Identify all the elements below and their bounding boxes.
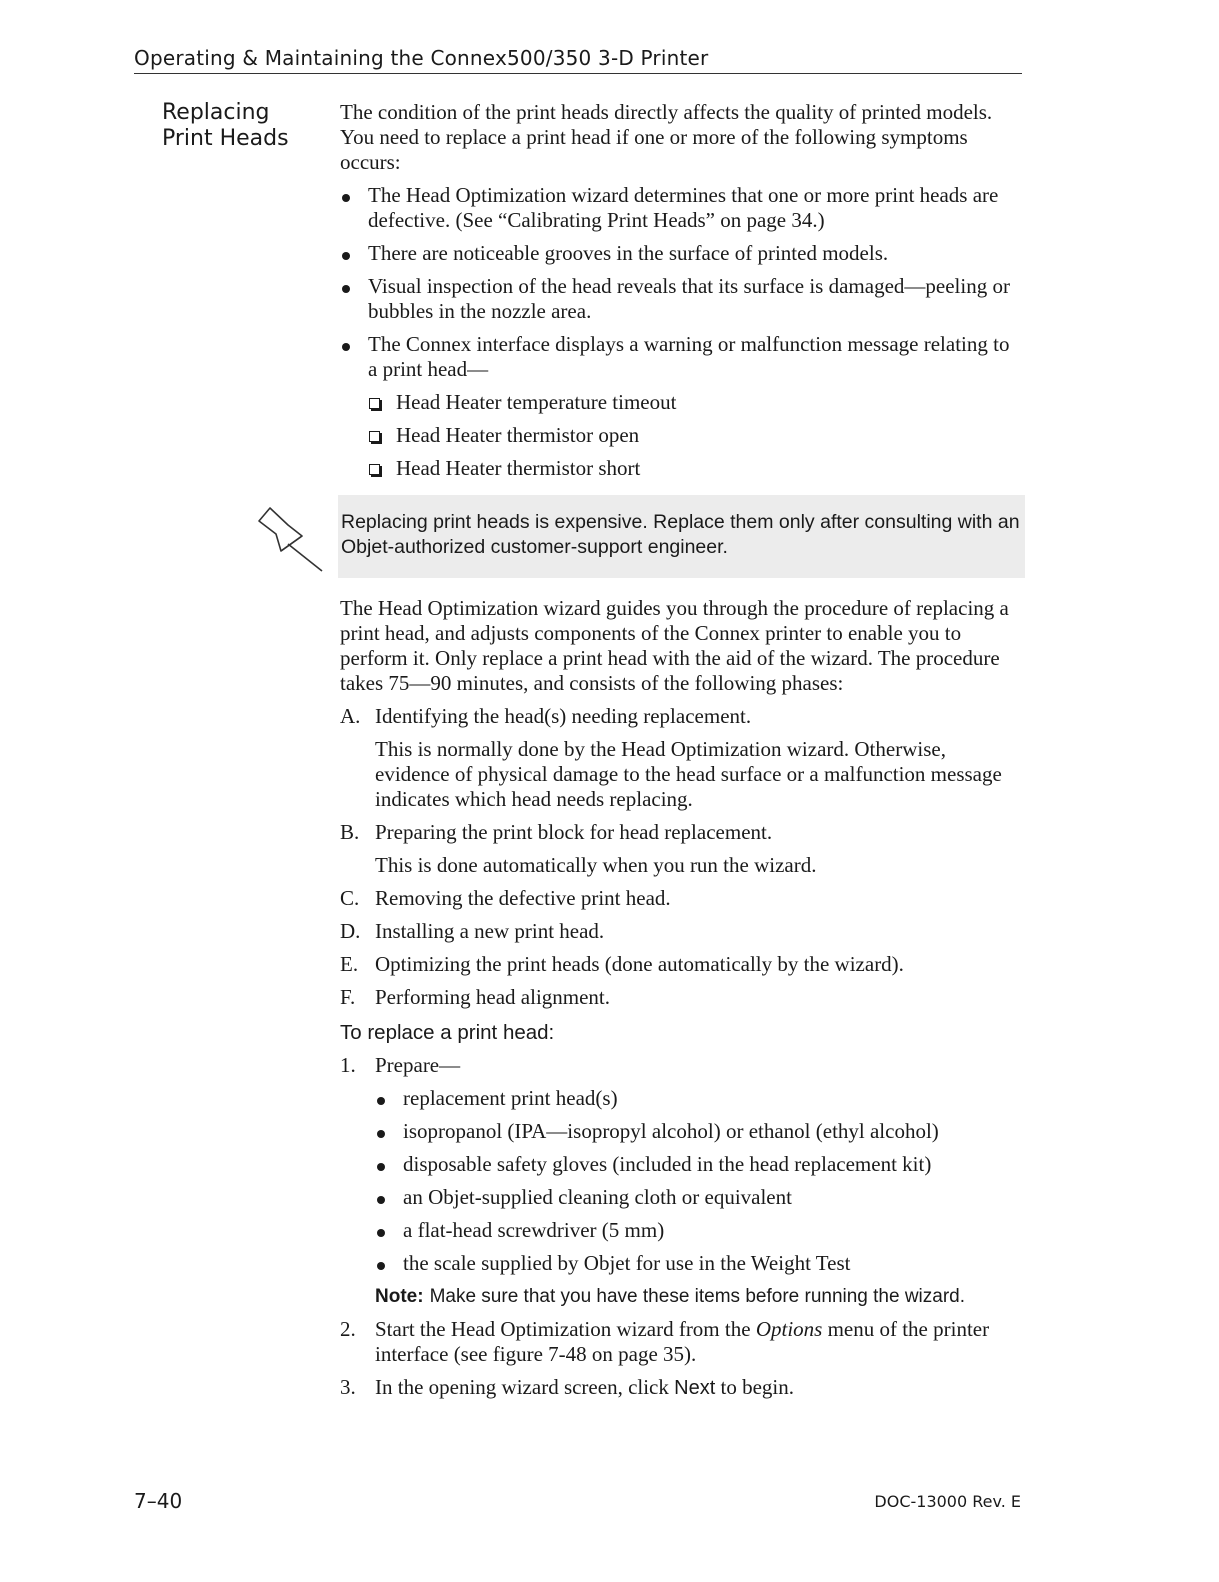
bullet-icon	[377, 1097, 385, 1105]
list-item: an Objet-supplied cleaning cloth or equivalent	[375, 1185, 1020, 1210]
checkbox-bullet-icon	[369, 431, 380, 442]
document-id: DOC-13000 Rev. E	[874, 1492, 1021, 1511]
list-item: disposable safety gloves (included in the head replacement kit)	[375, 1152, 1020, 1177]
page-number: 7–40	[134, 1489, 183, 1513]
message-list	[368, 390, 1020, 481]
next-button-reference: Next	[674, 1377, 716, 1399]
step-3: 3. In the opening wizard screen, click Next to begin.	[340, 1375, 795, 1399]
list-item: There are noticeable grooves in the surface of printed models.	[340, 241, 1020, 266]
bullet-icon	[377, 1196, 385, 1204]
bullet-icon	[377, 1229, 385, 1237]
list-item: Head Heater thermistor open	[368, 423, 1020, 448]
options-menu-reference: Options	[755, 1317, 823, 1341]
list-item: A. Identifying the head(s) needing replacement. This is normally done by the Head Optimization wizard. Otherwise, evidence of physical damage to the head surface or a malfunction message indicates which head needs replacing.	[340, 704, 1002, 811]
step-2: 2. Start the Head Optimization wizard from the Options menu of the printer interface (see figure 7-48 on page 35).	[340, 1317, 990, 1366]
list-item: Head Heater thermistor short	[368, 456, 1020, 481]
bullet-icon	[342, 285, 350, 293]
supplies-list	[375, 1086, 1020, 1276]
symptom-list	[340, 183, 1020, 481]
phase-list	[340, 704, 1020, 1010]
step-1: 1. Prepare— replacement print head(s) isopropanol (IPA—isopropyl alcohol) or ethanol (ethyl alcohol) disposable safety gloves (included in the head replacement kit) an Objet-supplied cleaning cloth or equivalent a flat-head screwdriver (5 mm) the scale supplied by Objet for use in the Weight Test Note: Make sure that you have these items before running the wizard.	[340, 1053, 1020, 1309]
list-item: the scale supplied by Objet for use in the Weight Test	[375, 1251, 1020, 1276]
procedure-title: To replace a print head:	[340, 1021, 555, 1044]
list-item: E. Optimizing the print heads (done automatically by the wizard).	[340, 952, 904, 976]
list-item: B. Preparing the print block for head replacement. This is done automatically when you run the wizard.	[340, 820, 817, 877]
list-item: F. Performing head alignment.	[340, 985, 611, 1009]
list-item: D. Installing a new print head.	[340, 919, 605, 943]
bullet-icon	[342, 252, 350, 260]
section-title-line1: Replacing	[162, 100, 270, 125]
page-header: Operating & Maintaining the Connex500/350 3-D Printer	[134, 46, 1022, 74]
main-content-top	[340, 100, 1020, 489]
bullet-icon	[377, 1130, 385, 1138]
checkbox-bullet-icon	[369, 398, 380, 409]
list-item: replacement print head(s)	[375, 1086, 1020, 1111]
section-title	[162, 100, 332, 152]
bullet-icon	[342, 194, 350, 202]
wizard-intro-paragraph: The Head Optimization wizard guides you through the procedure of replacing a print head, and adjusts components of the Connex printer to enable you to perform it. Only replace a print head with the aid of the wizard. The procedure takes 75—90 minutes, and consists of the following phases:	[340, 596, 1009, 695]
bullet-icon	[377, 1163, 385, 1171]
intro-paragraph: The condition of the print heads directly affects the quality of printed models. You need to replace a print head if one or more of the following symptoms occurs:	[340, 100, 993, 174]
list-item: The Connex interface displays a warning or malfunction message relating to a print head— Head Heater temperature timeout Head Heater thermistor open Head Heater thermistor short	[340, 332, 1020, 481]
bullet-icon	[377, 1262, 385, 1270]
note-callout	[338, 495, 1025, 578]
note-text: Replacing print heads is expensive. Replace them only after consulting with an Objet-authorized customer-support engineer.	[341, 511, 1020, 558]
list-item: isopropanol (IPA—isopropyl alcohol) or ethanol (ethyl alcohol)	[375, 1119, 1020, 1144]
section-title-line2: Print Heads	[162, 126, 289, 151]
list-item: Visual inspection of the head reveals that its surface is damaged—peeling or bubbles in the nozzle area.	[340, 274, 1020, 324]
list-item: C. Removing the defective print head.	[340, 886, 671, 910]
list-item: a flat-head screwdriver (5 mm)	[375, 1218, 1020, 1243]
checkbox-bullet-icon	[369, 464, 380, 475]
bullet-icon	[342, 343, 350, 351]
list-item: Head Heater temperature timeout	[368, 390, 1020, 415]
list-item: The Head Optimization wizard determines that one or more print heads are defective. (See “Calibrating Print Heads” on page 34.)	[340, 183, 1020, 233]
supplies-note: Note: Make sure that you have these items before running the wizard.	[375, 1286, 966, 1307]
pushpin-icon	[256, 504, 326, 574]
procedure-steps	[340, 1053, 1020, 1401]
main-content-bottom	[340, 596, 1020, 1409]
